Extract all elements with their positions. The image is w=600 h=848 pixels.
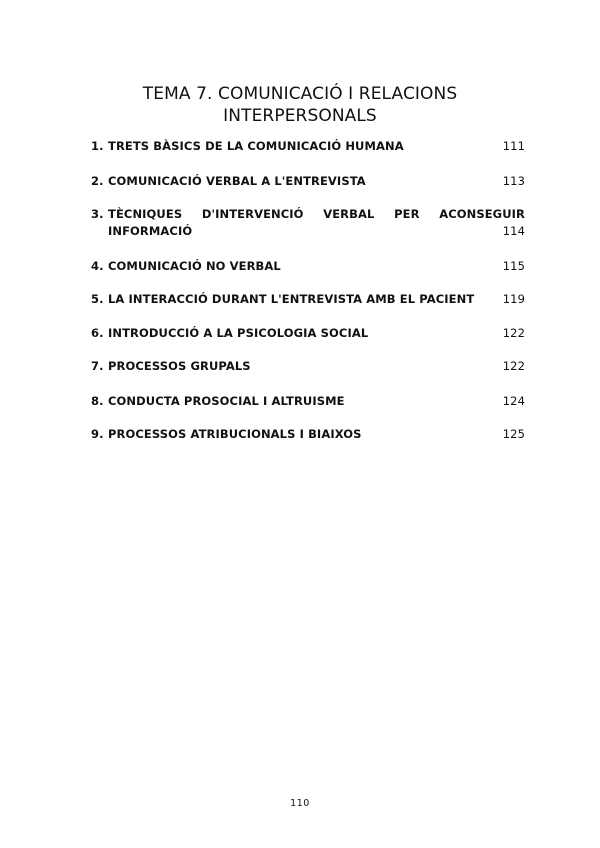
toc-entry-1 (91, 138, 525, 155)
toc-number: 7. (91, 359, 104, 373)
toc-title: PROCESSOS ATRIBUCIONALS I BIAIXOS (108, 427, 362, 441)
toc-number: 9. (91, 427, 104, 441)
toc-page-number: 111 (502, 139, 525, 153)
toc-entry-3 (91, 206, 525, 240)
toc-number: 5. (91, 292, 104, 306)
toc-number: 4. (91, 259, 104, 273)
toc-title: PROCESSOS GRUPALS (108, 359, 251, 373)
toc-entry-7 (91, 358, 525, 375)
toc-title: CONDUCTA PROSOCIAL I ALTRUISME (108, 394, 345, 408)
toc-page-number: 113 (502, 174, 525, 188)
toc-number: 8. (91, 394, 104, 408)
toc-page-number: 122 (502, 326, 525, 340)
toc-title: COMUNICACIÓ VERBAL A L'ENTREVISTA (108, 174, 366, 188)
toc-page-number: 115 (502, 259, 525, 273)
title-line-1: TEMA 7. COMUNICACIÓ I RELACIONS (142, 84, 458, 105)
toc-number: 6. (91, 326, 104, 340)
title-line-2: INTERPERSONALS (223, 106, 377, 127)
toc-title: TÈCNIQUES D'INTERVENCIÓ VERBAL PER ACONSEGUIR INFORMACIÓ (108, 207, 525, 238)
toc-entry-8 (91, 393, 525, 410)
toc-entry-6 (91, 325, 525, 342)
toc-number: 3. (91, 207, 104, 221)
toc-entry-4 (91, 258, 525, 275)
toc-entry-2 (91, 173, 525, 190)
toc-title: LA INTERACCIÓ DURANT L'ENTREVISTA AMB EL PACIENT (108, 292, 475, 306)
toc-title: INTRODUCCIÓ A LA PSICOLOGIA SOCIAL (108, 326, 369, 340)
toc-page-number: 114 (502, 224, 525, 238)
toc-page-number: 122 (502, 359, 525, 373)
page-number: 110 (290, 798, 310, 809)
toc-entry-9 (91, 426, 525, 443)
toc-page-number: 124 (502, 394, 525, 408)
page-title (60, 83, 540, 127)
toc-title: COMUNICACIÓ NO VERBAL (108, 259, 281, 273)
toc-page-number: 119 (502, 292, 525, 306)
toc-entry-5 (91, 291, 525, 308)
toc-number: 2. (91, 174, 104, 188)
toc-number: 1. (91, 139, 104, 153)
toc-page-number: 125 (502, 427, 525, 441)
toc-title: TRETS BÀSICS DE LA COMUNICACIÓ HUMANA (108, 139, 404, 153)
